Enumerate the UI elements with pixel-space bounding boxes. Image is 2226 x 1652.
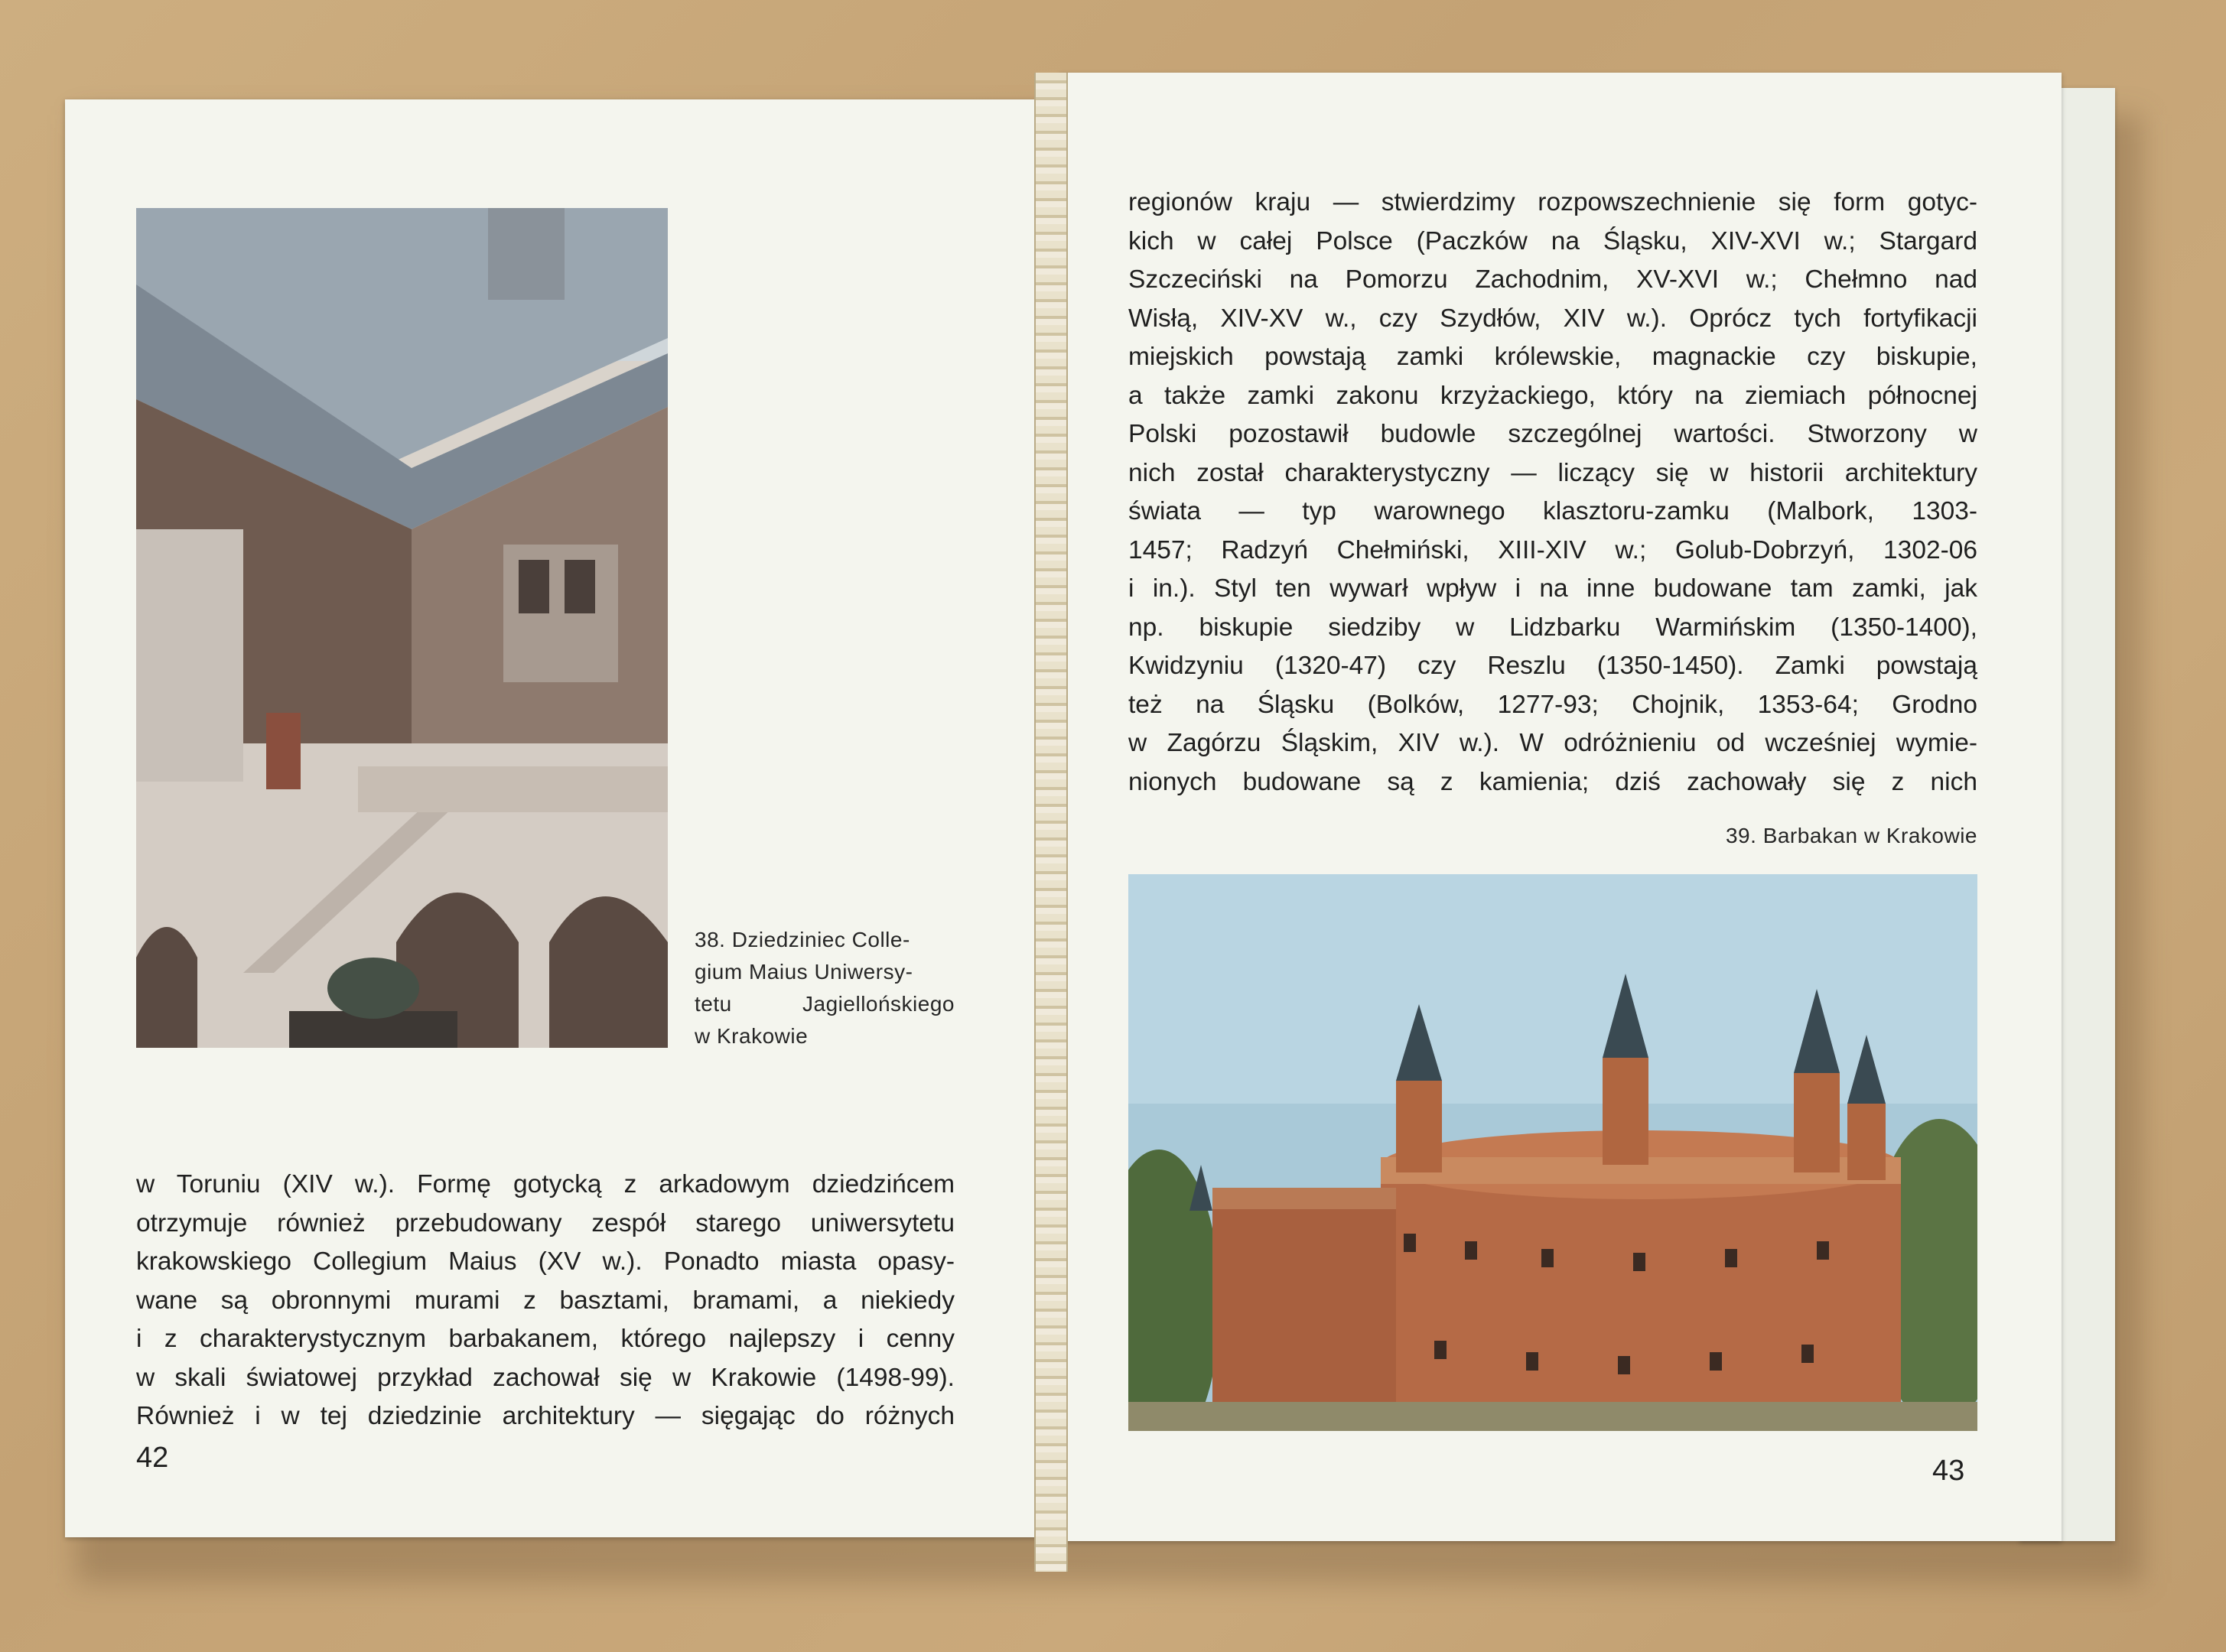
page-number-left: 42 [136, 1442, 169, 1474]
text-line: Szczeciński na Pomorzu Zachodnim, XV-XVI w.; Chełmno nad [1128, 265, 1977, 294]
text-line: w Toruniu (XIV w.). Formę gotycką z arkadowym dziedzińcem [136, 1170, 955, 1198]
text-line: nionych budowane są z kamienia; dziś zachowały się z nich [1128, 767, 1977, 796]
text-line: w Zagórzu Śląskim, XIV w.). W odróżnieniu od wcześniej wymie- [1128, 729, 1977, 757]
text-line: regionów kraju — stwierdzimy rozpowszechnienie się form gotyc- [1128, 188, 1977, 216]
text-line: miejskich powstają zamki królewskie, magnackie czy biskupie, [1128, 343, 1977, 371]
text-line: wane są obronnymi murami z basztami, bramami, a niekiedy [136, 1286, 955, 1315]
left-page-body-text [136, 1166, 955, 1436]
caption-line: tetu Jagiellońskiego [695, 992, 955, 1016]
caption-line: w Krakowie [695, 1024, 809, 1048]
text-line: Wisłą, XIV-XV w., czy Szydłów, XIV w.). Oprócz tych fortyfikacji [1128, 304, 1977, 333]
caption-line: gium Maius Uniwersy- [695, 960, 913, 984]
text-line: w skali światowej przykład zachował się w Krakowie (1498-99). [136, 1363, 955, 1392]
text-line: otrzymuje również przebudowany zespół starego uniwersytetu [136, 1208, 955, 1237]
text-line: krakowskiego Collegium Maius (XV w.). Ponadto miasta opasy- [136, 1247, 955, 1276]
text-line: nich został charakterystyczny — liczący się w historii architektury [1128, 458, 1977, 487]
text-line: Również i w tej dziedzinie architektury — sięgając do różnych [136, 1402, 955, 1430]
text-line: a także zamki zakonu krzyżackiego, który na ziemiach północnej [1128, 381, 1977, 410]
text-line: kich w całej Polsce (Paczków na Śląsku, XIV-XVI w.; Stargard [1128, 226, 1977, 255]
text-line: świata — typ warownego klasztoru-zamku (Malbork, 1303- [1128, 497, 1977, 525]
figure-39-caption: 39. Barbakan w Krakowie [1725, 824, 1977, 847]
book-spine-binding [1034, 73, 1068, 1572]
text-line: też na Śląsku (Bolków, 1277-93; Chojnik, 1353-64; Grodno [1128, 690, 1977, 719]
text-line: np. biskupie siedziby w Lidzbarku Warmińskim (1350-1400), [1128, 613, 1977, 642]
text-line: i z charakterystycznym barbakanem, którego najlepszy i cenny [136, 1325, 955, 1353]
caption-line: 38. Dziedziniec Colle- [695, 928, 910, 951]
text-line: Polski pozostawił budowle szczególnej wartości. Stworzony w [1128, 420, 1977, 448]
right-page-body-text [1128, 184, 1977, 802]
text-line: i in.). Styl ten wywarł wpływ i na inne budowane tam zamki, jak [1128, 574, 1977, 603]
photo-barbican-krakow [1128, 874, 1977, 1431]
photo-collegium-maius-courtyard [136, 208, 668, 1048]
figure-38-caption [695, 924, 955, 1052]
text-line: Kwidzyniu (1320-47) czy Reszlu (1350-1450). Zamki powstają [1128, 652, 1977, 680]
text-line: 1457; Radzyń Chełmiński, XIII-XIV w.; Golub-Dobrzyń, 1302-06 [1128, 535, 1977, 564]
page-number-right: 43 [1932, 1455, 1965, 1487]
